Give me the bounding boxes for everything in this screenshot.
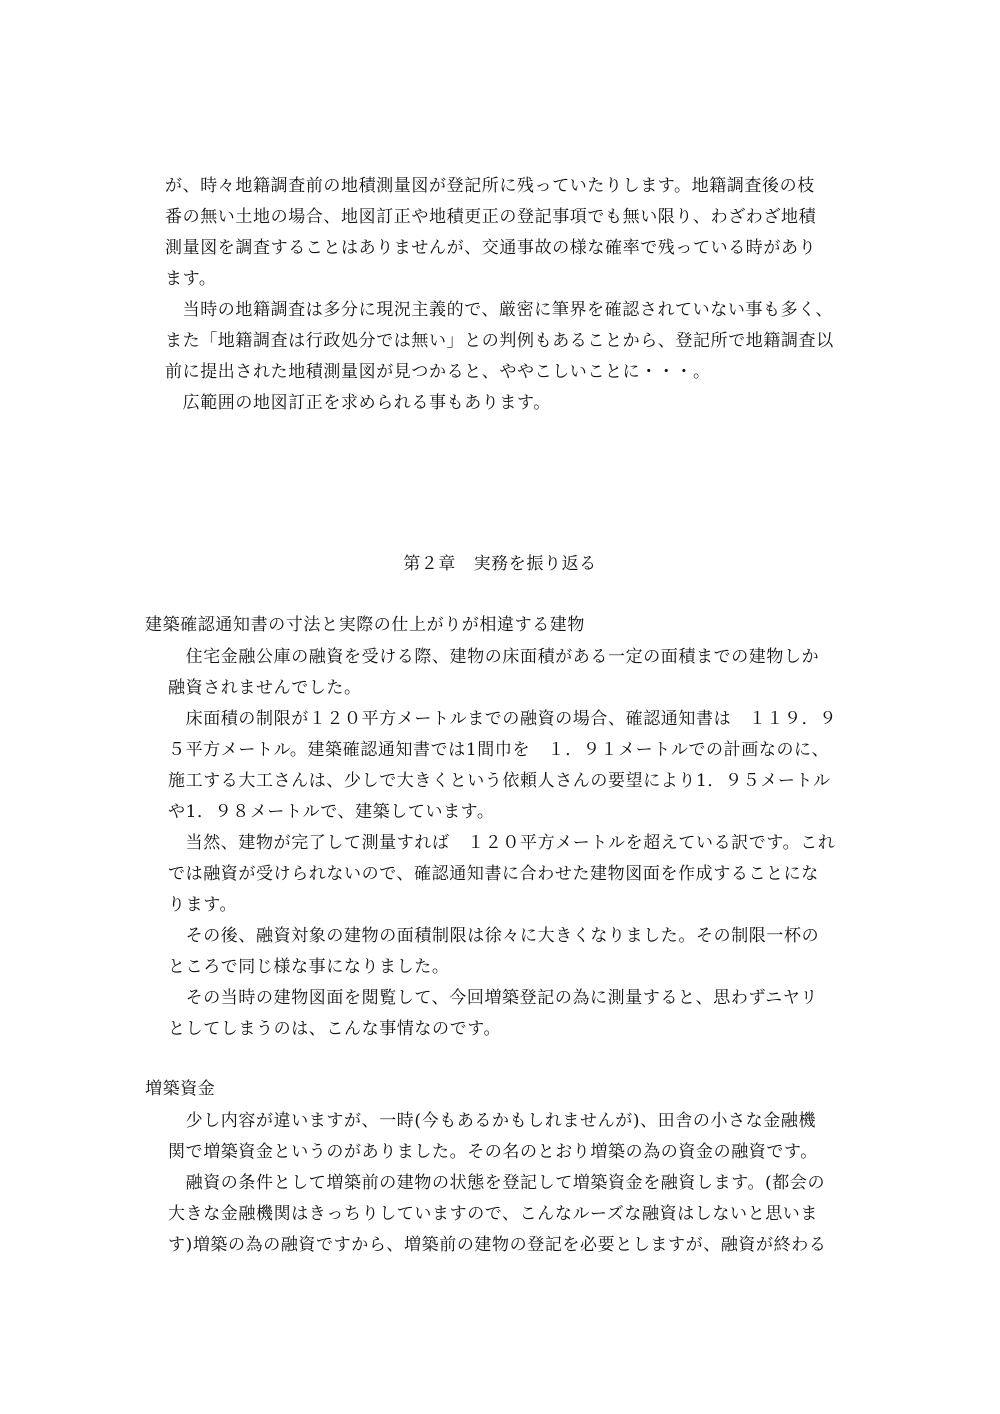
text-line: 番の無い土地の場合、地図訂正や地積更正の登記事項でも無い限り、わざわざ地積: [165, 207, 817, 227]
text-line: ５平方メートル。建築確認通知書では1間巾を １．９１メートルでの計画なのに、: [168, 740, 830, 760]
section-heading: 建築確認通知書の寸法と実際の仕上がりが相違する建物: [145, 615, 585, 635]
text-line: 関で増築資金というのがありました。その名のとおり増築の為の資金の融資です。: [168, 1142, 818, 1162]
text-line: その後、融資対象の建物の面積制限は徐々に大きくなりました。その制限一杯の: [168, 926, 820, 946]
text-line: 測量図を調査することはありませんが、交通事故の様な確率で残っている時があり: [165, 238, 817, 258]
text-line: 施工する大工さんは、少しで大きくという依頼人さんの要望により1．９５メートル: [168, 771, 831, 791]
text-line: ります。: [168, 895, 238, 915]
text-line: その当時の建物図面を閲覧して、今回増築登記の為に測量すると、思わずニヤリ: [168, 988, 819, 1008]
text-line: ます。: [165, 269, 217, 289]
text-line: 当然、建物が完了して測量すれば １２０平方メートルを超えている訳です。これ: [168, 833, 836, 853]
text-line: 住宅金融公庫の融資を受ける際、建物の床面積がある一定の面積までの建物しか: [168, 647, 820, 667]
text-line: 融資されませんでした。: [168, 678, 362, 698]
text-line: 当時の地籍調査は多分に現況主義的で、厳密に筆界を確認されていない事も多く、: [165, 300, 834, 320]
text-line: 床面積の制限が１２０平方メートルまでの融資の場合、確認通知書は １１９．９: [168, 709, 837, 729]
text-line: また「地籍調査は行政処分では無い」との判例もあることから、登記所で地籍調査以: [165, 331, 834, 351]
text-line: 前に提出された地積測量図が見つかると、ややこしいことに・・・。: [165, 362, 711, 382]
text-line: 融資の条件として増築前の建物の状態を登記して増築資金を融資します。(都会の: [168, 1173, 826, 1193]
section-heading: 増築資金: [145, 1079, 216, 1099]
text-line: では融資が受けられないので、確認通知書に合わせた建物図面を作成することにな: [168, 864, 819, 884]
text-line: や1．９８メートルで、建築しています。: [168, 802, 495, 822]
text-line: が、時々地籍調査前の地積測量図が登記所に残っていたりします。地籍調査後の枝: [165, 176, 815, 196]
chapter-title: 第２章 実務を振り返る: [403, 554, 597, 574]
text-line: す)増築の為の融資ですから、増築前の建物の登記を必要としますが、融資が終わる: [168, 1235, 827, 1255]
text-line: 広範囲の地図訂正を求められる事もあります。: [165, 393, 551, 413]
text-line: 少し内容が違いますが、一時(今もあるかもしれませんが)、田舎の小さな金融機: [168, 1111, 817, 1131]
text-line: としてしまうのは、こんな事情なのです。: [168, 1019, 502, 1039]
text-line: 大きな金融機関はきっちりしていますので、こんなルーズな融資はしないと思いま: [168, 1204, 819, 1224]
text-line: ところで同じ様な事になりました。: [168, 957, 450, 977]
